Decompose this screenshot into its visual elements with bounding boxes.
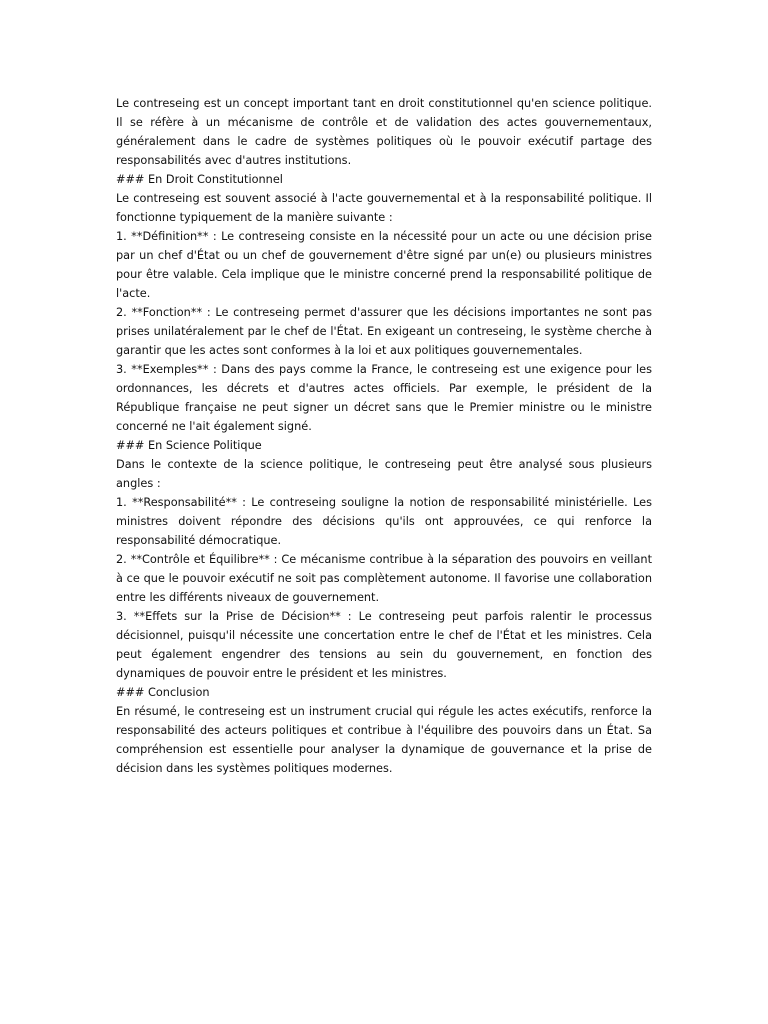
list-item-controle-equilibre: 2. **Contrôle et Équilibre** : Ce mécanisme contribue à la séparation des pouvoirs en veillant à ce que le pouvoir exécutif ne soit pas complètement autonome. Il favorise une collaboration entre les différents niveaux de gouvernement. bbox=[116, 553, 652, 604]
intro-paragraph: Le contreseing est un concept important tant en droit constitutionnel qu'en science politique. Il se réfère à un mécanisme de contrôle et de validation des actes gouvernementaux, généralement dans le cadre de systèmes politiques où le pouvoir exécutif partage des responsabilités avec d'autres institutions. bbox=[116, 97, 652, 167]
section-heading-droit-constitutionnel: ### En Droit Constitutionnel bbox=[116, 173, 283, 186]
list-item-fonction: 2. **Fonction** : Le contreseing permet d'assurer que les décisions importantes ne sont pas prises unilatéralement par le chef de l'État. En exigeant un contreseing, le système cherche à garantir que les actes sont conformes à la loi et aux politiques gouvernementales. bbox=[116, 306, 652, 357]
list-item-effets-decision: 3. **Effets sur la Prise de Décision** : Le contreseing peut parfois ralentir le processus décisionnel, puisqu'il nécessite une concertation entre le chef de l'État et les ministres. Cela peut également engendrer des tensions au sein du gouvernement, en fonction des dynamiques de pouvoir entre le président et les ministres. bbox=[116, 610, 652, 680]
list-item-exemples: 3. **Exemples** : Dans des pays comme la France, le contreseing est une exigence pour les ordonnances, les décrets et d'autres actes officiels. Par exemple, le président de la République française ne peut signer un décret sans que le Premier ministre ou le ministre concerné ne l'ait également signé. bbox=[116, 363, 652, 433]
document-page bbox=[116, 94, 652, 778]
list-item-responsabilite: 1. **Responsabilité** : Le contreseing souligne la notion de responsabilité ministérielle. Les ministres doivent répondre des décisions qu'ils ont approuvées, ce qui renforce la responsabilité démocratique. bbox=[116, 496, 652, 547]
section-heading-conclusion: ### Conclusion bbox=[116, 686, 210, 699]
droit-intro-paragraph: Le contreseing est souvent associé à l'acte gouvernemental et à la responsabilité politique. Il fonctionne typiquement de la manière suivante : bbox=[116, 192, 652, 224]
list-item-definition: 1. **Définition** : Le contreseing consiste en la nécessité pour un acte ou une décision prise par un chef d'État ou un chef de gouvernement d'être signé par un(e) ou plusieurs ministres pour être valable. Cela implique que le ministre concerné prend la responsabilité politique de l'acte. bbox=[116, 230, 652, 300]
section-heading-science-politique: ### En Science Politique bbox=[116, 439, 262, 452]
science-intro-paragraph: Dans le contexte de la science politique, le contreseing peut être analysé sous plusieurs angles : bbox=[116, 458, 652, 490]
conclusion-paragraph: En résumé, le contreseing est un instrument crucial qui régule les actes exécutifs, renforce la responsabilité des acteurs politiques et contribue à l'équilibre des pouvoirs dans un État. Sa compréhension est essentielle pour analyser la dynamique de gouvernance et la prise de décision dans les systèmes politiques modernes. bbox=[116, 705, 652, 775]
